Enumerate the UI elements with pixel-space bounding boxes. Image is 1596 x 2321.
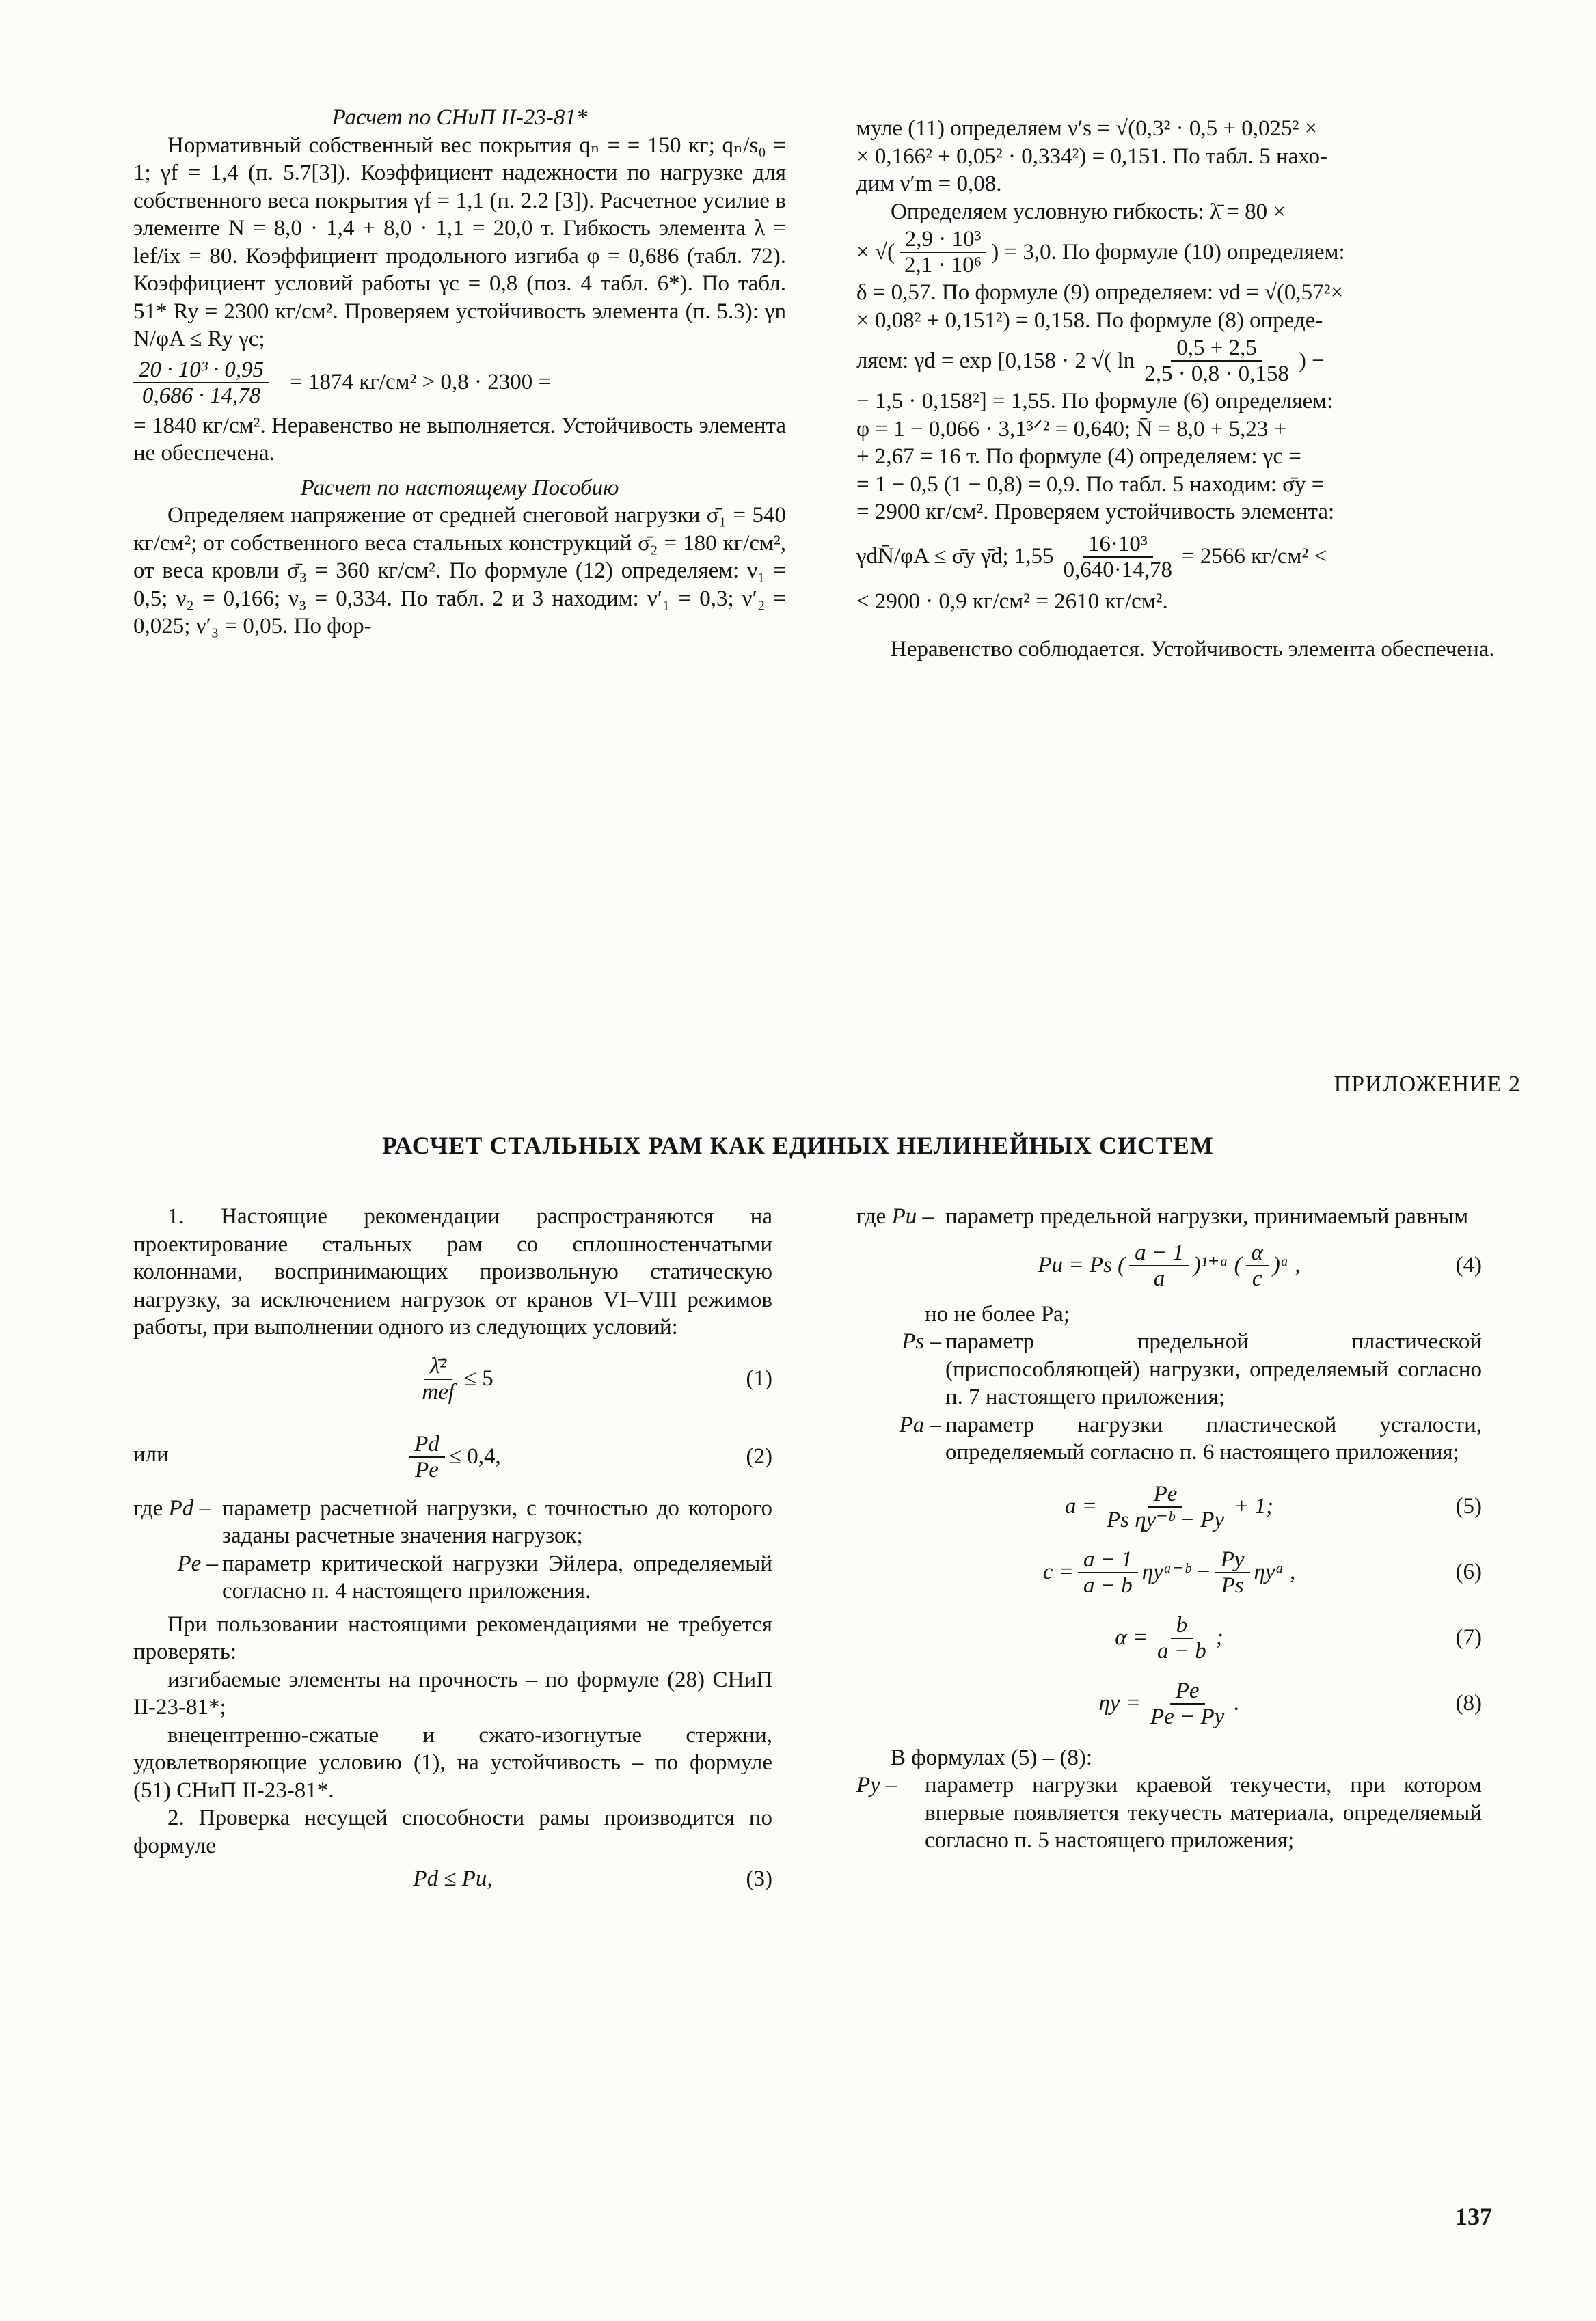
numerator: 16·10³ — [1083, 532, 1153, 558]
fraction — [1215, 1547, 1250, 1598]
paragraph: внецентренно-сжатые и сжато-изогнутые стержни, удовлетворяющие условию (1), на устойчивость – по формуле (51) СНиП II-23-81*. — [133, 1722, 772, 1803]
page-number: 137 — [1455, 2203, 1492, 2230]
denominator: 0,640·14,78 — [1063, 557, 1173, 582]
line: = 2900 кг/см². Проверяем устойчивость элемента: — [856, 500, 1335, 524]
line: Определяем условную гибкость: λ̄ = 80 × — [891, 199, 1286, 224]
denominator: 2,5 · 0,8 · 0,158 — [1144, 362, 1289, 386]
formula-part: )¹⁺ᵅ ( — [1193, 1253, 1242, 1278]
formula-part: . — [1234, 1691, 1240, 1716]
paragraph-snip-calc: Нормативный собственный вес покрытия qₙ = = 150 кг; qₙ/s₀ = 1; γf = 1,4 (п. 5.7[3]). Коэффициент надежности по нагрузке для собственного веса покрытия γf = 1,1 (п. 2.2 [3]). Расчетное усилие в элементе N = 8,0 · 1,4 + 8,0 · 1,1 = 20,0 т. Гибкость элемента λ = lef/ix = 80. Коэффициент продольного изгиба φ = 0,686 (табл. 72). Коэффициент условий работы γc = 0,8 (поз. 4 табл. 6*). По табл. 51* Ry = 2300 кг/см². Проверяем устойчивость элемента (п. 5.3): γn N/φA ≤ Ry γc; — [133, 133, 786, 351]
paragraph-conclusion: Неравенство соблюдается. Устойчивость элемента обеспечена. — [891, 637, 1495, 662]
definition-text: параметр предельной нагрузки, принимаемый равным — [945, 1204, 1469, 1229]
formula-part: ηyᵃ⁻ᵇ − — [1141, 1560, 1211, 1585]
line: < 2900 · 0,9 кг/см² = 2610 кг/см². — [856, 588, 1168, 614]
definition-pa — [856, 1411, 1482, 1467]
definition-text: параметр нагрузки краевой текучести, при котором впервые появляется текучесть материала, определяемый согласно п. 5 настоящего приложения; — [925, 1773, 1482, 1853]
line: × 0,08² + 0,151²) = 0,158. По формуле (8) опреде- — [856, 308, 1323, 333]
definition-text: параметр предельной пластической (приспособляющей) нагрузки, определяемый согласно п. 7 настоящего приложения; — [945, 1329, 1482, 1409]
formula-part: ηyᵃ , — [1254, 1560, 1296, 1585]
fraction — [1246, 1240, 1269, 1291]
definition-symbol — [856, 1203, 945, 1231]
line: − 1,5 · 0,158²] = 1,55. По формуле (6) определяем: — [856, 389, 1334, 413]
numerator: Pe — [1170, 1679, 1205, 1705]
fraction — [1139, 336, 1295, 386]
or-word: или — [133, 1442, 169, 1467]
formula-part: α = — [1115, 1625, 1148, 1651]
where-word: где — [133, 1495, 163, 1521]
line: В формулах (5) – (8): — [891, 1745, 1093, 1770]
right-bottom-column — [856, 1203, 1482, 1855]
line: δ = 0,57. По формуле (9) определяем: νd = √(0,57²× — [856, 280, 1344, 305]
paragraph-manual-calc: Определяем напряжение от средней снеговой нагрузки σ̄₁ = 540 кг/см²; от собственного веса стальных конструкций σ̄₂ = 180 кг/см², от веса кровли σ̄₃ = 360 кг/см². По формуле (12) определяем: ν₁ = 0,5; ν₂ = 0,166; ν₃ = 0,334. По табл. 2 и 3 находим: ν′₁ = 0,3; ν′₂ = 0,025; ν′₃ = 0,05. По фор- — [133, 503, 786, 638]
denominator: Ps — [1221, 1573, 1244, 1598]
formula-2 — [133, 1432, 772, 1482]
line: дим ν′m = 0,08. — [856, 172, 1002, 196]
formula-number: (8) — [1455, 1691, 1482, 1716]
numerator: Pd — [409, 1432, 445, 1458]
definition-pu — [856, 1203, 1482, 1231]
formula-number: (3) — [746, 1867, 772, 1891]
formula-part: = 2566 кг/см² < — [1182, 544, 1327, 569]
appendix-label: ПРИЛОЖЕНИЕ 2 — [1334, 1072, 1521, 1097]
formula-part: ) − — [1298, 348, 1325, 373]
numerator: α — [1246, 1240, 1269, 1266]
fraction — [1058, 532, 1178, 582]
symbol: Pu – — [891, 1204, 934, 1229]
fraction — [1145, 1679, 1230, 1729]
formula-part: a = — [1064, 1494, 1097, 1519]
denominator: 2,1 · 10⁶ — [904, 253, 982, 277]
formula-part: ляем: γd = exp [0,158 · 2 √( ln — [856, 348, 1135, 373]
section-title: РАСЧЕТ СТАЛЬНЫХ РАМ КАК ЕДИНЫХ НЕЛИНЕЙНЫХ СИСТЕМ — [382, 1132, 1214, 1159]
symbol: Pd – — [168, 1495, 211, 1521]
numerator: 20 · 10³ · 0,95 — [133, 357, 269, 383]
line: но не более Pa; — [925, 1301, 1070, 1327]
paragraph: изгибаемые элементы на прочность – по формуле (28) СНиП II-23-81*; — [133, 1667, 772, 1720]
formula-number: (6) — [1455, 1560, 1482, 1585]
left-bottom-column — [133, 1203, 772, 1899]
formula-5 — [856, 1482, 1482, 1532]
formula-number: (1) — [746, 1366, 772, 1392]
denominator: a − b — [1157, 1638, 1206, 1664]
denominator: a − b — [1083, 1573, 1133, 1598]
formula-part: c = — [1042, 1560, 1074, 1585]
formula-part: × √( — [856, 239, 895, 264]
numerator: λ̄² — [424, 1354, 452, 1380]
formula-part: )ᵅ , — [1272, 1253, 1301, 1278]
definition-ps — [856, 1328, 1482, 1411]
denominator: 0,686 · 14,78 — [141, 383, 261, 408]
fraction — [409, 1432, 445, 1482]
line: × 0,166² + 0,05² · 0,334²) = 0,151. По табл. 5 нахо- — [856, 144, 1328, 169]
formula-part: + 1; — [1234, 1494, 1274, 1519]
fraction — [899, 227, 987, 277]
definition-symbol: Py – — [856, 1773, 897, 1797]
fraction — [1078, 1547, 1138, 1598]
formula-body: Pd ≤ Pu, — [413, 1867, 493, 1891]
numerator: Py — [1215, 1547, 1250, 1573]
paragraph-scope: 1. Настоящие рекомендации распространяются на проектирование стальных рам со сплошностенчатыми колоннами, воспринимающих произвольную статическую нагрузку, за исключением нагрузок от кранов VI–VIII режимов работы, при выполнении одного из следующих условий: — [133, 1204, 772, 1340]
fraction — [1129, 1240, 1189, 1291]
numerator: 0,5 + 2,5 — [1171, 336, 1262, 362]
definition-text: параметр расчетной нагрузки, с точностью до которого заданы расчетные значения нагрузок; — [222, 1495, 772, 1548]
denominator: Pe − Py — [1150, 1704, 1225, 1729]
formula-part: ) = 3,0. По формуле (10) определяем: — [991, 239, 1345, 264]
formula-7 — [856, 1613, 1482, 1664]
formula-part: Pu = Ps ( — [1038, 1253, 1126, 1278]
numerator: b — [1171, 1613, 1193, 1639]
formula-stability-check — [856, 532, 1513, 582]
formula-part: ; — [1215, 1625, 1223, 1651]
formula-8 — [856, 1679, 1482, 1729]
denominator: Ps ηy⁻ᵇ − Py — [1106, 1507, 1225, 1532]
definition-symbol: Pa – — [899, 1412, 941, 1437]
line: + 2,67 = 16 т. По формуле (4) определяем: γc = — [856, 444, 1301, 469]
definition-symbol: Pe – — [177, 1551, 218, 1576]
definition-py — [856, 1772, 1482, 1855]
formula-part: γdN̄/φA ≤ σ̄y γ̄d; 1,55 — [856, 544, 1054, 569]
paragraph-result: = 1840 кг/см². Неравенство не выполняется. Устойчивость элемента не обеспечена. — [133, 413, 786, 465]
fraction — [1152, 1613, 1212, 1664]
line: φ = 1 − 0,066 · 3,1³ᐟ² = 0,640; N̄ = 8,0 + 5,23 + — [856, 416, 1287, 442]
where-word: где — [856, 1204, 887, 1229]
formula-6 — [856, 1547, 1482, 1598]
definition-symbol: Ps – — [902, 1329, 941, 1354]
formula-3 — [133, 1865, 772, 1893]
definition-text: параметр критической нагрузки Эйлера, определяемый согласно п. 4 настоящего приложения. — [222, 1551, 772, 1603]
denominator: mef — [422, 1379, 455, 1404]
formula-rhs: ≤ 5 — [463, 1366, 493, 1392]
heading-manual: Расчет по настоящему Пособию — [300, 475, 619, 500]
formula-number: (7) — [1455, 1625, 1482, 1651]
formula-part: ηy = — [1098, 1691, 1141, 1716]
formula-number: (2) — [746, 1444, 772, 1469]
numerator: a − 1 — [1078, 1547, 1138, 1573]
fraction — [1101, 1482, 1230, 1532]
formula-1 — [133, 1354, 772, 1404]
formula-rhs: ≤ 0,4, — [448, 1444, 501, 1469]
paragraph: При пользовании настоящими рекомендациями не требуется проверять: — [133, 1612, 772, 1664]
left-top-column — [133, 104, 786, 640]
fraction — [133, 357, 269, 408]
definition-pd — [133, 1495, 772, 1550]
fraction — [416, 1354, 460, 1404]
formula-number: (4) — [1455, 1253, 1482, 1278]
denominator: Pe — [415, 1457, 439, 1482]
paragraph: 2. Проверка несущей способности рамы производится по формуле — [133, 1806, 772, 1858]
right-top-column — [856, 115, 1513, 664]
heading-snip: Расчет по СНиП II-23-81* — [332, 105, 588, 130]
denominator: a — [1153, 1266, 1165, 1291]
definition-symbol — [133, 1495, 222, 1550]
numerator: Pe — [1148, 1482, 1183, 1508]
formula-4 — [856, 1240, 1482, 1291]
formula-rhs: = 1874 кг/см² > 0,8 · 2300 = — [290, 370, 552, 395]
formula-number: (5) — [1455, 1494, 1482, 1519]
denominator: c — [1252, 1266, 1262, 1291]
numerator: a − 1 — [1129, 1240, 1189, 1266]
formula-stress-check — [133, 357, 786, 408]
numerator: 2,9 · 10³ — [900, 227, 987, 253]
line: муле (11) определяем ν′s = √(0,3² · 0,5 + 0,025² × — [856, 116, 1318, 141]
definition-pe — [133, 1550, 772, 1605]
definition-text: параметр нагрузки пластической усталости, определяемый согласно п. 6 настоящего приложения; — [945, 1412, 1482, 1465]
formula-gamma-d — [856, 336, 1513, 386]
formula-slenderness — [856, 227, 1513, 277]
line: = 1 − 0,5 (1 − 0,8) = 0,9. По табл. 5 находим: σ̄y = — [856, 472, 1325, 497]
